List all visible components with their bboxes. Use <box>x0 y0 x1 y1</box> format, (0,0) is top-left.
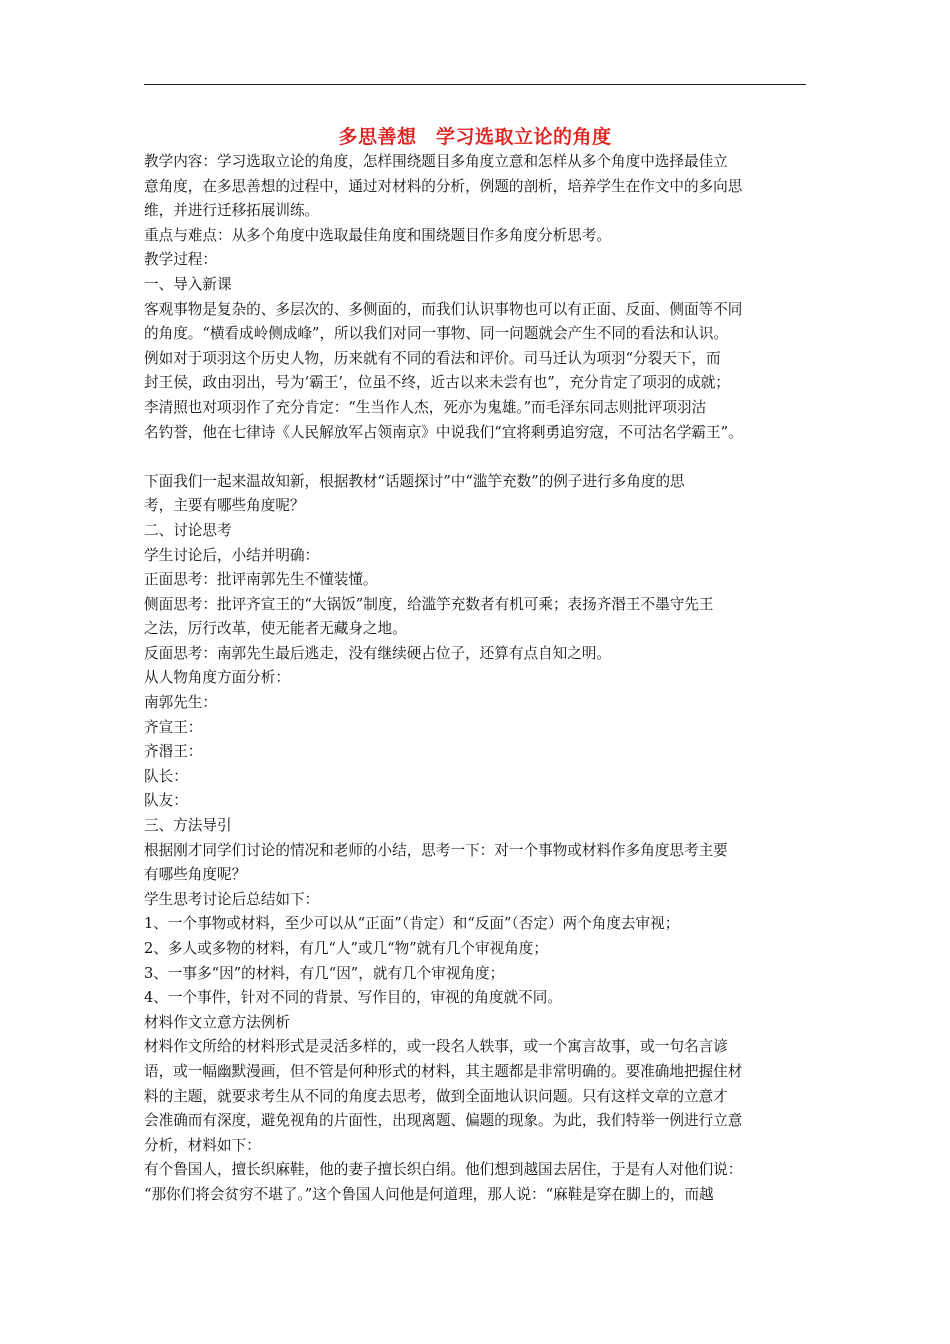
text-line: 侧面思考：批评齐宣王的“大锅饭”制度，给滥竽充数者有机可乘；表扬齐湣王不墨守先王 <box>144 595 714 613</box>
text-line: 重点与难点：从多个角度中选取最佳角度和围绕题目作多角度分析思考。 <box>144 226 612 244</box>
text-line: 料的主题，就要求考生从不同的角度去思考，做到全面地认识问题。只有这样文章的立意才 <box>144 1087 728 1105</box>
text-line: 下面我们一起来温故知新，根据教材“话题探讨”中“滥竽充数”的例子进行多角度的思 <box>144 472 685 490</box>
text-line: 有个鲁国人，擅长织麻鞋，他的妻子擅长织白绢。他们想到越国去居住，于是有人对他们说： <box>144 1161 743 1179</box>
text-line: 例如对于项羽这个历史人物，历来就有不同的看法和评价。司马迁认为项羽“分裂天下，而 <box>144 349 721 367</box>
text-line: 从人物角度方面分析： <box>144 669 290 687</box>
text-line: 考，主要有哪些角度呢？ <box>144 497 305 515</box>
text-line: 材料作文所给的材料形式是灵活多样的，或一段名人轶事，或一个寓言故事，或一句名言谚 <box>144 1038 728 1056</box>
document-body <box>144 150 812 1208</box>
text-line: 客观事物是复杂的、多层次的、多侧面的，而我们认识事物也可以有正面、反面、侧面等不同 <box>144 300 743 318</box>
text-line: 会准确而有深度，避免视角的片面性，出现离题、偏题的现象。为此，我们特举一例进行立意 <box>144 1112 743 1130</box>
text-line: 之法，厉行改革，使无能者无藏身之地。 <box>144 620 407 638</box>
text-line: 封王侯，政由羽出，号为‘霸王’，位虽不终，近古以来未尝有也”，充分肯定了项羽的成就； <box>144 374 730 392</box>
text-line: 维，并进行迁移拓展训练。 <box>144 202 320 220</box>
text-line: 二、讨论思考 <box>144 521 232 539</box>
text-line: 语，或一幅幽默漫画，但不管是何种形式的材料，其主题都是非常明确的。要准确地把握住材 <box>144 1062 743 1080</box>
text-line: “那你们将会贫穷不堪了。”这个鲁国人问他是何道理，那人说：“麻鞋是穿在脚上的，而越 <box>144 1185 714 1203</box>
text-line: 学生讨论后，小结并明确： <box>144 546 320 564</box>
text-line: 队长： <box>144 767 188 785</box>
text-line: 根据刚才同学们讨论的情况和老师的小结，思考一下：对一个事物或材料作多角度思考主要 <box>144 841 728 859</box>
text-line: 2、多人或多物的材料，有几“人”或几“物”就有几个审视角度； <box>144 940 548 957</box>
text-line: 三、方法导引 <box>144 817 232 835</box>
text-line: 南郭先生： <box>144 694 217 712</box>
text-line: 齐湣王： <box>144 743 203 761</box>
text-line: 正面思考：批评南郭先生不懂装懂。 <box>144 571 378 589</box>
text-line: 反面思考：南郭先生最后逃走，没有继续硬占位子，还算有点自知之明。 <box>144 644 612 662</box>
header-rule <box>144 84 806 85</box>
text-line: 名钓誉，他在七律诗《人民解放军占领南京》中说我们“宜将剩勇追穷寇，不可沽名学霸王”。 <box>144 423 743 441</box>
text-line: 分析，材料如下： <box>144 1136 261 1154</box>
text-line: 学生思考讨论后总结如下： <box>144 890 320 908</box>
text-line: 材料作文立意方法例析 <box>144 1013 290 1031</box>
text-line: 3、一事多“因”的材料，有几“因”，就有几个审视角度； <box>144 964 505 982</box>
blank-line <box>144 445 812 470</box>
text-line: 李清照也对项羽作了充分肯定：“生当作人杰，死亦为鬼雄。”而毛泽东同志则批评项羽沽 <box>144 398 707 416</box>
document-title: 多思善想 学习选取立论的角度 <box>338 126 612 148</box>
text-line: 有哪些角度呢？ <box>144 866 247 884</box>
text-line: 齐宣王： <box>144 718 203 736</box>
text-line: 4、一个事件，针对不同的背景、写作目的，审视的角度就不同。 <box>144 989 562 1007</box>
text-line: 教学过程： <box>144 251 217 269</box>
text-line: 的角度。“横看成岭侧成峰”，所以我们对同一事物、同一问题就会产生不同的看法和认识。 <box>144 325 729 343</box>
text-line: 1、一个事物或材料，至少可以从“正面”（肯定）和“反面”（否定）两个角度去审视； <box>144 915 680 933</box>
text-line: 队友： <box>144 792 188 810</box>
text-line: 一、导入新课 <box>144 275 232 293</box>
text-line: 教学内容：学习选取立论的角度，怎样围绕题目多角度立意和怎样从多个角度中选择最佳立 <box>144 153 728 170</box>
text-line: 意角度，在多思善想的过程中，通过对材料的分析，例题的剖析，培养学生在作文中的多向思 <box>144 177 743 195</box>
